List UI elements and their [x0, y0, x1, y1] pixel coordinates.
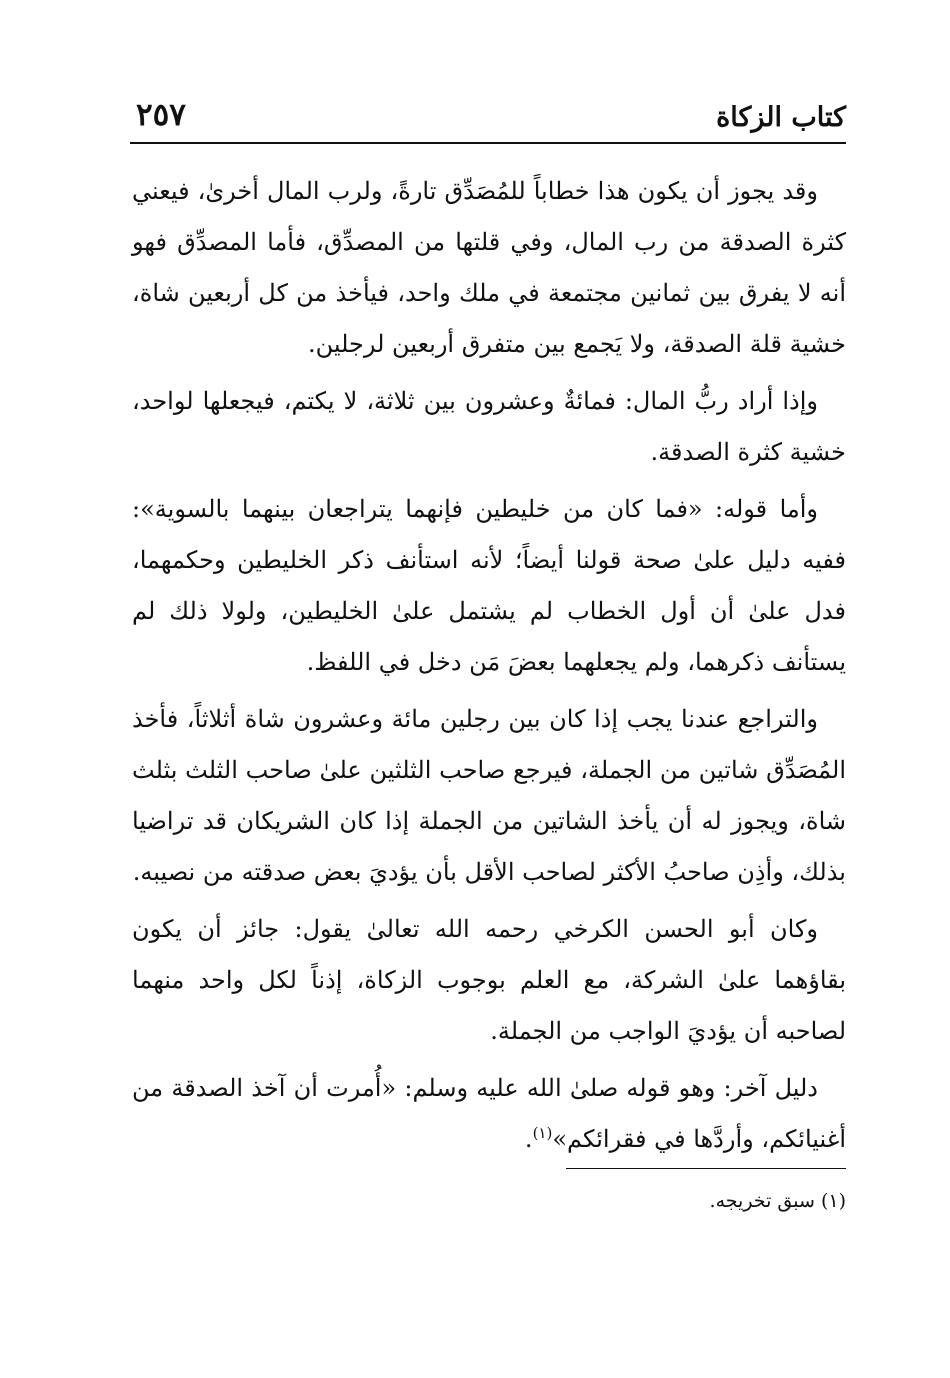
page-number: ٢٥٧: [136, 97, 186, 133]
paragraph-6-end: .: [524, 1125, 533, 1153]
paragraph-3: وأما قوله: «فما كان من خليطين فإنهما يتراجعان بينهما بالسوية»: ففيه دليل علىٰ صحة قولنا أيضاً؛ لأنه استأنف ذكر الخليطين وحكمهما، فدل علىٰ أن أول الخطاب لم يشتمل علىٰ الخليطين، ولولا ذلك لم يستأنف ذكرهما، ولم يجعلهما بعضَ مَن دخل في اللفظ.: [132, 495, 846, 676]
paragraph-6-text: دليل آخر: وهو قوله صلىٰ الله عليه وسلم: «أُمرت أن آخذ الصدقة من أغنيائكم، وأردَّها في فقرائكم»: [132, 1074, 846, 1153]
paragraph-4: والتراجع عندنا يجب إذا كان بين رجلين مائة وعشرون شاة أثلاثاً، فأخذ المُصَدِّق شاتين من الجملة، فيرجع صاحب الثلثين علىٰ صاحب الثلث بثلث شاة، ويجوز له أن يأخذ الشاتين من الجملة إذا كان الشريكان قد تراضيا بذلك، وأذِن صاحبُ الأكثر لصاحب الأقل بأن يؤديَ بعض صدقته من نصيبه.: [132, 705, 846, 886]
paragraph-6: [132, 1063, 846, 1165]
footnote-separator: [566, 1168, 846, 1169]
paragraph-1: وقد يجوز أن يكون هذا خطاباً للمُصَدِّق تارةً، ولرب المال أخرىٰ، فيعني كثرة الصدقة من رب المال، وفي قلتها من المصدِّق، فأما المصدِّق فهو أنه لا يفرق بين ثمانين مجتمعة في ملك واحد، فيأخذ من كل أربعين شاة، خشية قلة الصدقة، ولا يَجمع بين متفرق أربعين لرجلين.: [132, 177, 846, 358]
page-header: [130, 96, 846, 144]
footnote: (١) سبق تخريجه.: [709, 1190, 846, 1212]
chapter-title: كتاب الزكاة: [716, 102, 846, 133]
footnote-reference: (١): [532, 1124, 553, 1142]
main-text: [132, 166, 846, 1171]
paragraph-5: وكان أبو الحسن الكرخي رحمه الله تعالىٰ يقول: جائز أن يكون بقاؤهما علىٰ الشركة، مع العلم بوجوب الزكاة، إذناً لكل واحد منهما لصاحبه أن يؤديَ الواجب من الجملة.: [132, 915, 846, 1045]
paragraph-2: وإذا أراد ربُّ المال: فمائةٌ وعشرون بين ثلاثة، لا يكتم، فيجعلها لواحد، خشية كثرة الصدقة.: [132, 387, 846, 466]
